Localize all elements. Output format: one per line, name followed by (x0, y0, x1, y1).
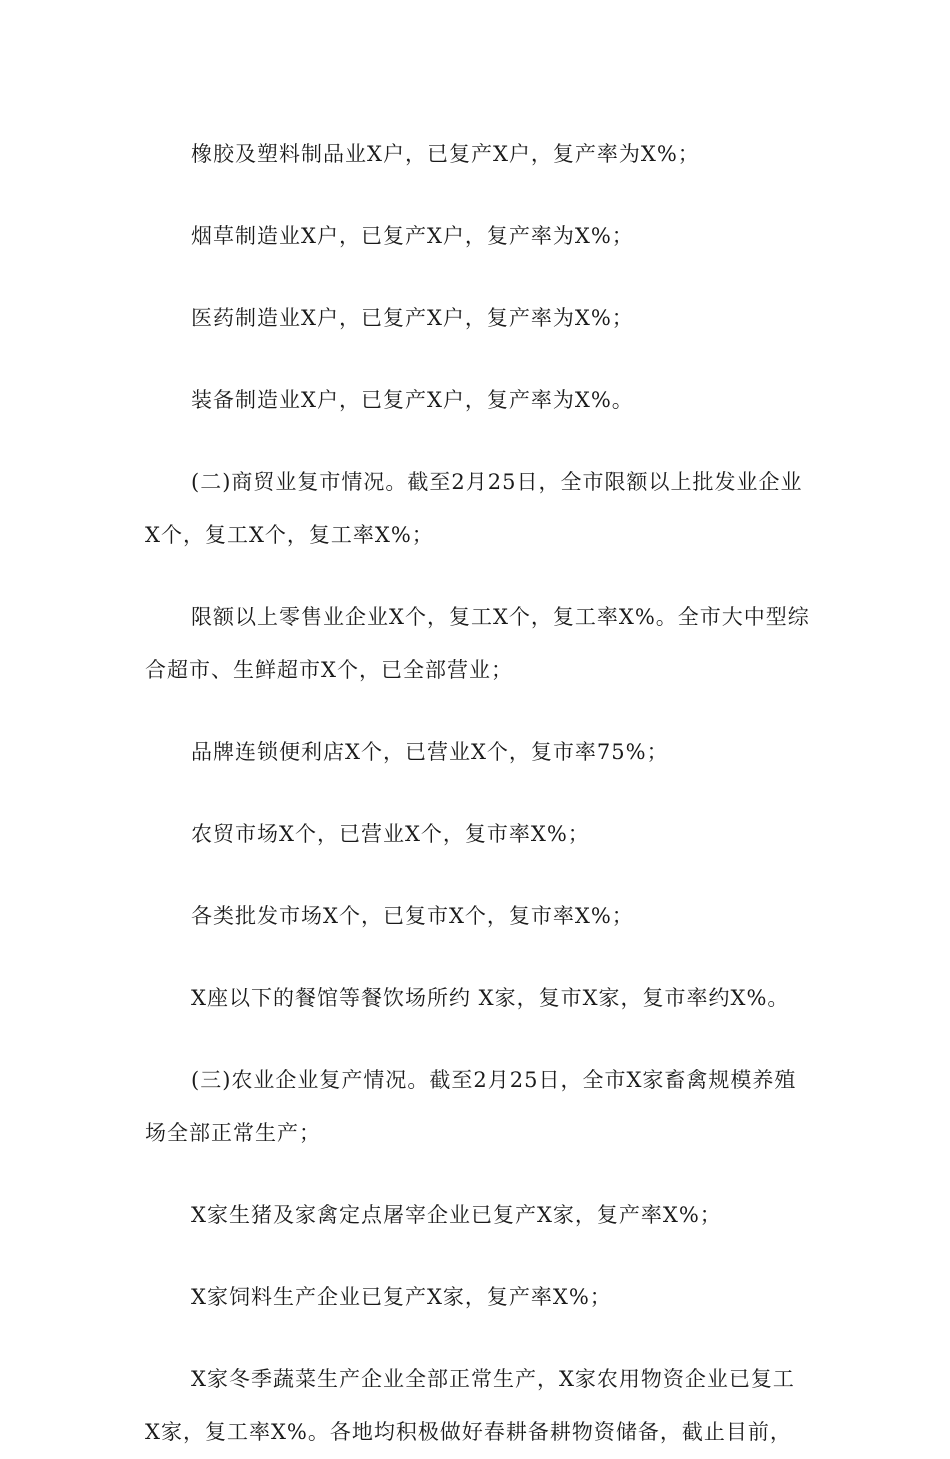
paragraph-vegetables-supplies: X家冬季蔬菜生产企业全部正常生产，X家农用物资企业已复工X家，复工率X%。各地均积极做好春耕备耕物资储备，截止目前， (145, 1367, 795, 1444)
paragraph-restaurants: X座以下的餐馆等餐饮场所约 X家，复市X家，复市率约X%。 (191, 986, 790, 1010)
paragraph-rubber-plastics: 橡胶及塑料制品业X户，已复产X户，复产率为X%； (191, 142, 700, 166)
paragraph-pharma: 医药制造业X户，已复产X户，复产率为X%； (191, 306, 634, 330)
paragraph-retail: 限额以上零售业企业X个，复工X个，复工率X%。全市大中型综合超市、生鲜超市X个，已全部营业； (145, 605, 810, 682)
paragraph-equipment: 装备制造业X户，已复产X户，复产率为X%。 (191, 388, 634, 412)
paragraph-farmers-markets: 农贸市场X个，已营业X个，复市率X%； (191, 822, 590, 846)
paragraph-wholesale-markets: 各类批发市场X个，已复市X个，复市率X%； (191, 904, 634, 928)
paragraph-tobacco: 烟草制造业X户，已复产X户，复产率为X%； (191, 224, 634, 248)
document-body (145, 128, 810, 1459)
paragraph-slaughterhouses: X家生猪及家禽定点屠宰企业已复产X家，复产率X%； (191, 1203, 722, 1227)
paragraph-commerce-section: (二)商贸业复市情况。截至2月25日，全市限额以上批发业企业X个，复工X个，复工率X%； (145, 470, 803, 547)
paragraph-convenience-stores: 品牌连锁便利店X个，已营业X个，复市率75%； (191, 740, 669, 764)
paragraph-agriculture-section: (三)农业企业复产情况。截至2月25日，全市X家畜禽规模养殖场全部正常生产； (145, 1068, 797, 1145)
paragraph-feed-producers: X家饲料生产企业已复产X家，复产率X%； (191, 1285, 612, 1309)
